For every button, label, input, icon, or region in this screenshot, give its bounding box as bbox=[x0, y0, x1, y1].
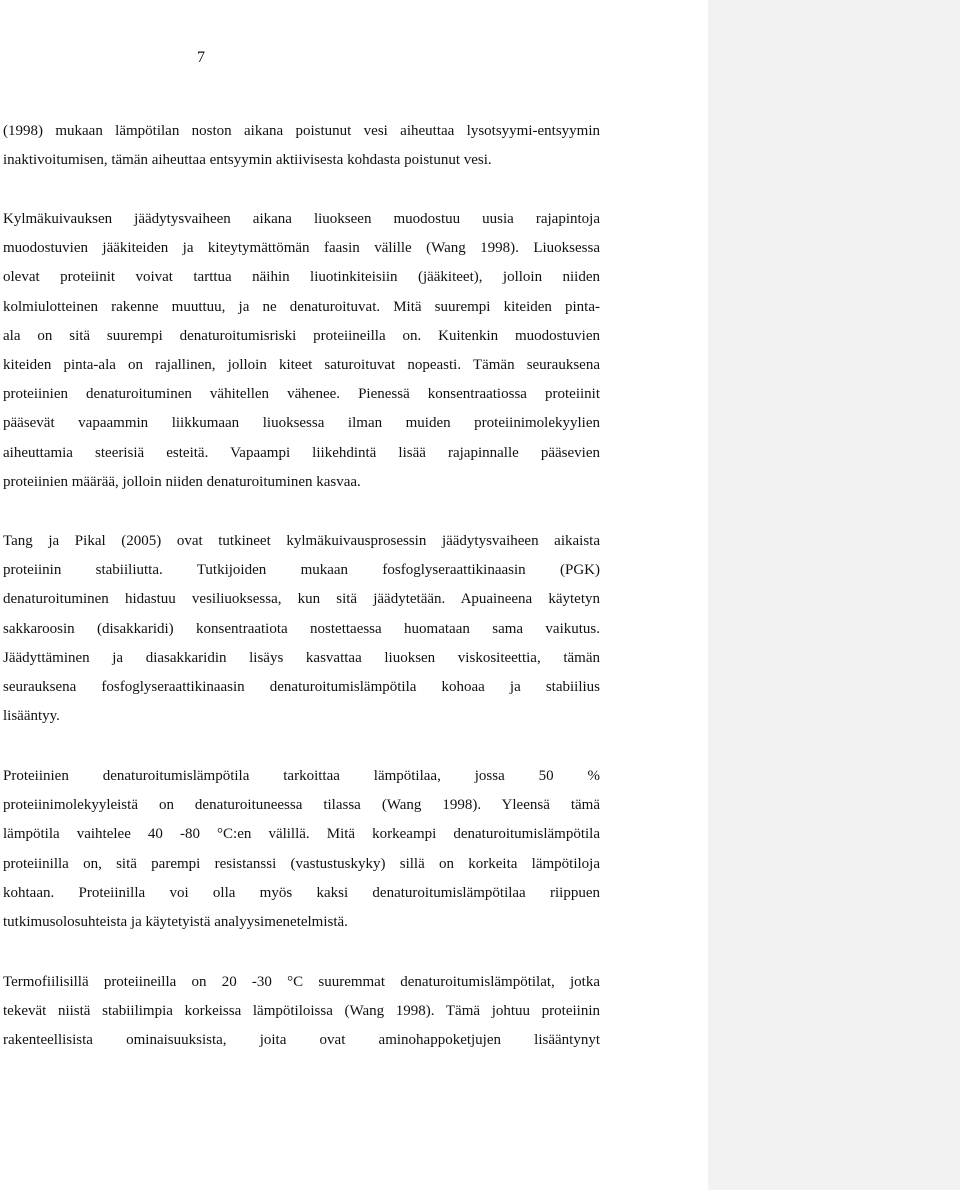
paragraph-3 bbox=[3, 527, 600, 731]
text-line: pääsevät vapaammin liikkumaan liuoksessa ilman muiden proteiinimolekyylien bbox=[3, 415, 600, 432]
text-line: rakenteellisista ominaisuuksista, joita ovat aminohappoketjujen lisääntynyt bbox=[3, 1032, 600, 1049]
text-line: seurauksena fosfoglyseraattikinaasin denaturoitumislämpötila kohoaa ja stabiilius bbox=[3, 679, 600, 696]
text-line: kiteiden pinta-ala on rajallinen, jolloin kiteet saturoituvat nopeasti. Tämän seurauksena bbox=[3, 357, 600, 374]
text-line: aiheuttamia steerisiä esteitä. Vapaampi liikehdintä lisää rajapinnalle pääsevien bbox=[3, 444, 600, 461]
text-line: tutkimusolosuhteista ja käytetyistä analyysimenetelmistä. bbox=[3, 914, 348, 931]
text-line: (1998) mukaan lämpötilan noston aikana poistunut vesi aiheuttaa lysotsyymi-entsyymin bbox=[3, 123, 600, 139]
text-line: Tang ja Pikal (2005) ovat tutkineet kylmäkuivausprosessin jäädytysvaiheen aikaista bbox=[3, 533, 600, 549]
text-line: muodostuvien jääkiteiden ja kiteytymättömän faasin välille (Wang 1998). Liuoksessa bbox=[3, 240, 600, 257]
text-line: Jäädyttäminen ja diasakkaridin lisäys kasvattaa liuoksen viskositeettia, tämän bbox=[3, 649, 600, 666]
text-line: Termofiilisillä proteiineilla on 20 -30 °C suuremmat denaturoitumislämpötilat, jotka bbox=[3, 974, 600, 990]
text-line: lämpötila vaihtelee 40 -80 °C:en välillä. Mitä korkeampi denaturoitumislämpötila bbox=[3, 826, 600, 843]
text-line: tekevät niistä stabiilimpia korkeissa lämpötiloissa (Wang 1998). Tämä johtuu proteiinin bbox=[3, 1003, 600, 1020]
paragraph-5 bbox=[3, 968, 600, 1056]
text-line: sakkaroosin (disakkaridi) konsentraatiota nostettaessa huomataan sama vaikutus. bbox=[3, 620, 600, 637]
page-number: 7 bbox=[197, 49, 205, 66]
text-line: kohtaan. Proteiinilla voi olla myös kaksi denaturoitumislämpötilaa riippuen bbox=[3, 884, 600, 901]
paragraph-1 bbox=[3, 117, 600, 175]
text-line: lisääntyy. bbox=[3, 708, 60, 725]
paragraph-2 bbox=[3, 205, 600, 497]
text-line: ala on sitä suurempi denaturoitumisriski proteiineilla on. Kuitenkin muodostuvien bbox=[3, 327, 600, 344]
text-line: proteiinin stabiiliutta. Tutkijoiden mukaan fosfoglyseraattikinaasin (PGK) bbox=[3, 562, 600, 579]
text-line: inaktivoitumisen, tämän aiheuttaa entsyymin aktiivisesta kohdasta poistunut vesi. bbox=[3, 152, 492, 169]
paragraph-4 bbox=[3, 762, 600, 937]
text-line: proteiinien määrää, jolloin niiden denaturoituminen kasvaa. bbox=[3, 473, 361, 490]
text-line: proteiinimolekyyleistä on denaturoituneessa tilassa (Wang 1998). Yleensä tämä bbox=[3, 797, 600, 814]
comment-margin-pane bbox=[708, 0, 960, 1190]
text-line: proteiinien denaturoituminen vähitellen vähenee. Pienessä konsentraatiossa proteiinit bbox=[3, 386, 600, 403]
text-line: denaturoituminen hidastuu vesiliuoksessa, kun sitä jäädytetään. Apuaineena käytetyn bbox=[3, 591, 600, 608]
text-line: olevat proteiinit voivat tarttua näihin liuotinkiteisiin (jääkiteet), jolloin niiden bbox=[3, 269, 600, 286]
text-line: Proteiinien denaturoitumislämpötila tarkoittaa lämpötilaa, jossa 50 % bbox=[3, 768, 600, 784]
text-line: Kylmäkuivauksen jäädytysvaiheen aikana liuokseen muodostuu uusia rajapintoja bbox=[3, 211, 600, 227]
text-line: kolmiulotteinen rakenne muuttuu, ja ne denaturoituvat. Mitä suurempi kiteiden pinta- bbox=[3, 298, 600, 315]
text-line: proteiinilla on, sitä parempi resistanssi (vastustuskyky) sillä on korkeita lämpötiloja bbox=[3, 855, 600, 872]
